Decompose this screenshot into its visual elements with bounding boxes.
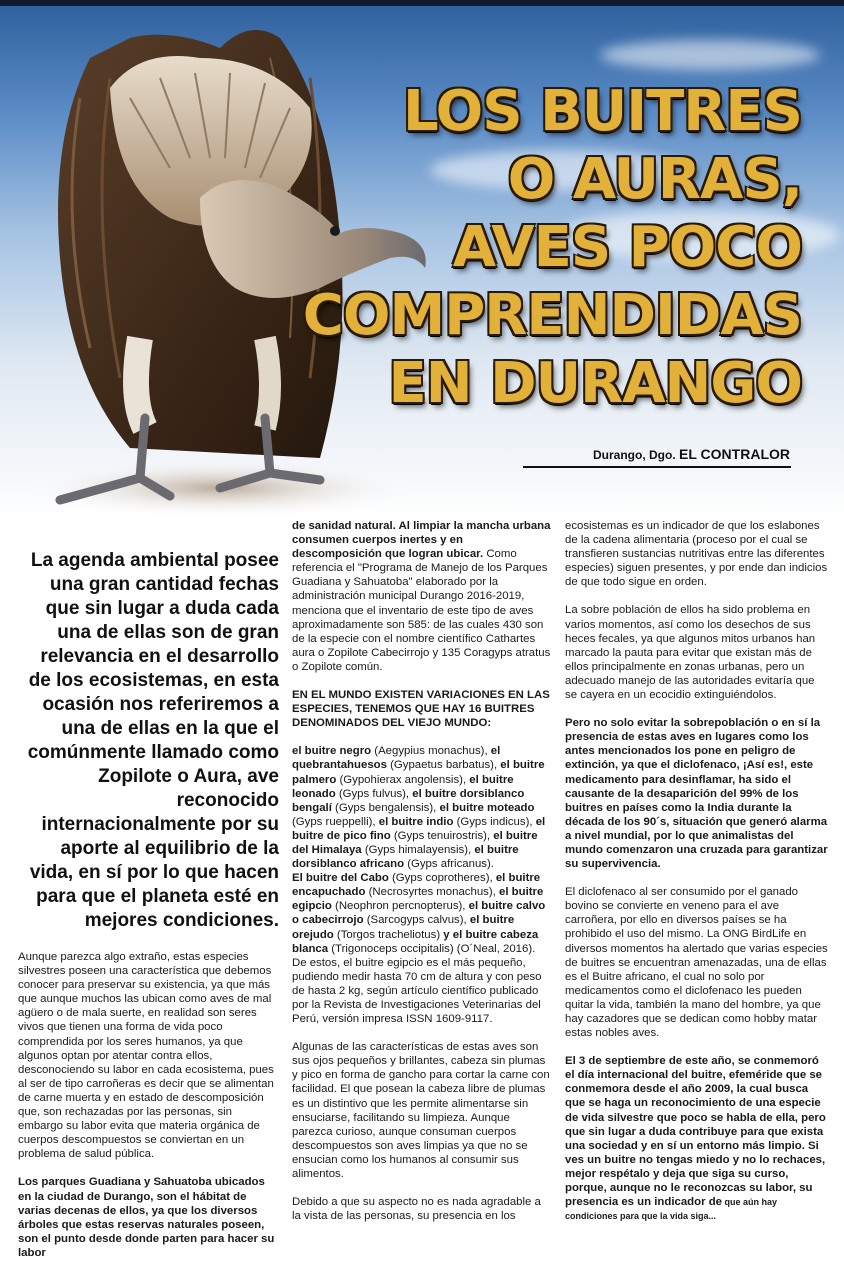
paragraph xyxy=(292,519,552,674)
species-scientific: (Gypohierax angolensis), xyxy=(336,773,470,786)
small-text: que aún hay condiciones para que la vida siga... xyxy=(565,1197,778,1222)
paragraph: Algunas de las características de estas aves son sus ojos pequeños y brillantes, cabeza sin plumas y pico en forma de gancho para cortar la carne con facilidad. El que posean la cabeza libre de plumas es un distintivo que les permite alimentarse sin ensuciarse, facilitando su limpieza. Aunque parezca curioso, aunque consuman cuerpos descompuestos son aves limpias ya que no se ensucian como los humanos al consumir sus alimentos. xyxy=(292,1041,550,1181)
article-title xyxy=(303,78,802,418)
species-name: el buitre egipcio xyxy=(292,886,544,913)
species-name: el buitre palmero xyxy=(292,759,545,786)
species-name: el buitre calvo o cabecirrojo xyxy=(292,900,546,927)
cloud xyxy=(600,40,820,70)
paragraph xyxy=(565,1054,828,1223)
title-line: EN DURANGO xyxy=(388,351,802,416)
bold-text: de sanidad natural. Al limpiar la mancha urbana consumen cuerpos inertes y en descomposición que logran ubicar. xyxy=(292,520,551,561)
species-scientific: (Neophron percnopterus), xyxy=(331,900,469,913)
paragraph: Debido a que su aspecto no es nada agradable a la vista de las personas, su presencia en los xyxy=(292,1196,541,1223)
species-scientific: (Trigonoceps occipitalis) (O´Neal, 2016). xyxy=(328,942,536,955)
lead-paragraph: La agenda ambiental posee una gran cantidad fechas que sin lugar a duda cada una de ellas son de gran relevancia en el desarrollo de los ecosistemas, en esta ocasión nos referiremos a una de ellas en la que el comúnmente llamado como Zopilote o Aura, ave reconocido internacionalmente por su aporte al equilibrio de la vida, en sí por lo que hacen para que el planeta esté en mejores condiciones. xyxy=(27,550,279,931)
species-scientific: (Gyps himalayensis), xyxy=(361,843,475,856)
title-line: COMPRENDIDAS xyxy=(302,283,802,348)
paragraph: Los parques Guadiana y Sahuatoba ubicados en la ciudad de Durango, son el hábitat de varias decenas de ellos, ya que los diversos árboles que estas reservas naturales poseen, son el punto desde donde parten para hacer su labor xyxy=(18,1176,275,1259)
species-name: El buitre del Cabo xyxy=(292,872,389,885)
species-name: el buitre dorsiblanco africano xyxy=(292,843,519,871)
species-name: el buitre del Himalaya xyxy=(292,829,538,856)
species-name: el buitre leonado xyxy=(292,773,514,800)
top-bar xyxy=(0,0,844,6)
paragraph: Aunque parezca algo extraño, estas especies silvestres poseen una característica que debemos conocer para preservar su existencia, ya que más que aunque muchos las ubican como aves de mal agüero o de mala suerte, en realidad son seres vivos que tienen una forma de vida poco comprendida por los seres humanos, ya que algunos optan por atentar contra ellos, desconociendo su labor en cada ecosistema, pues al ser de tipo carroñeras es decir que se alimentan de carne muerta y en estado de descomposición que, son rechazadas por las personas, sin embargo su labor evita que materia orgánica de cuerpos descompuestos se conviertan en un problema de salud pública. xyxy=(18,951,274,1161)
species-name: el buitre orejudo xyxy=(292,914,515,941)
byline-place: Durango, Dgo. xyxy=(593,448,676,462)
species-scientific: (Gyps bengalensis), xyxy=(331,801,440,814)
species-name: el buitre indio xyxy=(378,815,454,828)
species-name: el buitre dorsiblanco bengalí xyxy=(292,787,525,814)
byline-rule xyxy=(523,466,791,468)
species-scientific: (Gyps coprotheres), xyxy=(388,872,496,885)
section-heading: EN EL MUNDO EXISTEN VARIACIONES EN LAS ESPECIES, TENEMOS QUE HAY 16 BUITRES DENOMINADOS DEL VIEJO MUNDO: xyxy=(292,689,550,730)
byline xyxy=(593,446,790,462)
species-name: y el buitre cabeza blanca xyxy=(292,928,539,955)
species-name: el quebrantahuesos xyxy=(292,745,501,772)
title-line: LOS BUITRES xyxy=(402,79,802,144)
species-name: el buitre negro xyxy=(292,745,372,758)
species-scientific: (Gyps rueppelli), xyxy=(292,815,379,828)
species-scientific: (Gyps fulvus), xyxy=(335,787,413,800)
species-name: el buitre moteado xyxy=(439,801,535,814)
species-scientific: (Torgos tracheliotus) xyxy=(333,928,444,941)
paragraph: El diclofenaco al ser consumido por el ganado bovino se convierte en veneno para el ave carroñera, por ello en diversos países se ha prohibido el uso del mismo. La ONG BirdLife en diversos momentos ha alertado que varias especies de buitres se encuentran amenazadas, una de ellas es el Buitre africano, el cual no solo por medicamentos como el diclofenaco les pueden quitar la vida, también la mano del hombre, ya que hay cazadores que se dedican como hobby matar estas nobles aves. xyxy=(565,886,828,1040)
species-name: el buitre encapuchado xyxy=(292,872,541,899)
text: Como referencia el "Programa de Manejo de los Parques Guadiana y Sahuatoba" elaborado por la administración municipal Durango 2016-2019, menciona que el inventario de este tipo de aves aproximadamente son 585: de las cuales 430 son de la especie con el nombre científico Cathartes aura o Zopilote Cabecirrojo y 135 Coragyps atratus o Zopilote común. xyxy=(292,548,551,673)
species-scientific: (Gypaetus barbatus), xyxy=(386,759,501,772)
species-scientific: (Gyps indicus), xyxy=(453,815,536,828)
title-line: AVES POCO xyxy=(452,215,802,280)
text: El 3 de septiembre de este año, se conmemoró el día internacional del buitre, efeméride que se conmemora desde el año 2009, la cual busca que se haga un reconocimiento de una especie de vida silvestre que poco se habla de ella, pero que sin lugar a duda contribuye para que exista una sociedad y en sí un entorno más limpio. Si ves un buitre no tengas miedo y no lo rechaces, mejor respétalo y deja que siga su curso, porque, aunque no le reconozcas su labor, su presencia es un indicador de xyxy=(565,1055,826,1209)
species-list xyxy=(292,744,552,1026)
column-3 xyxy=(565,519,828,1237)
species-scientific: (Gyps tenuirostris), xyxy=(390,829,494,842)
column-2 xyxy=(292,519,552,1237)
title-line: O AURAS, xyxy=(507,147,802,212)
text: De estos, el buitre egipcio es el más pequeño, pudiendo medir hasta 70 cm de altura y con peso de hasta 2 kg, según artículo científico publicado por la Revista de Investigaciones Veterinarias del Perú, versión impresa ISSN 1609-9117. xyxy=(292,956,542,1026)
paragraph: La sobre población de ellos ha sido problema en varios momentos, así como los desechos de sus heces fecales, ya que algunos mitos urbanos han marcado la pauta para evitar que existan más de ellos principalmente en zonas urbanas, pero un adecuado manejo de las autoridades evitaría que se cayera en un ecocidio extinguiéndolos. xyxy=(565,604,816,702)
species-scientific: (Necrosyrtes monachus), xyxy=(365,886,499,899)
paragraph: ecosistemas es un indicador de que los eslabones de la cadena alimentaria (proceso por el cual se transfieren sustancias nutritivas entre las diferentes especies) siguen presentes, y por ende dan indicios de que todo sigue en orden. xyxy=(565,520,828,589)
species-scientific: (Aegypius monachus), xyxy=(371,745,491,758)
paragraph: Pero no solo evitar la sobrepoblación o en sí la presencia de estas aves en lugares como los antes mencionados los pone en peligro de extinción, ya que el diclofenaco, ¡Así es!, este medicamento para desinflamar, ha sido el causante de la desaparición del 99% de los buitres en países como la India durante la década de los 90´s, situación que generó alarma a nivel mundial, por lo que animalistas del mundo comenzaron una cruzada para garantizar su supervivencia. xyxy=(565,717,828,871)
species-scientific: (Sarcogyps calvus), xyxy=(363,914,470,927)
hero-banner xyxy=(0,0,844,520)
column-1 xyxy=(18,950,276,1274)
byline-publication: EL CONTRALOR xyxy=(679,446,790,462)
species-name: el buitre de pico fino xyxy=(292,815,546,842)
species-scientific: (Gyps africanus). xyxy=(404,858,494,871)
